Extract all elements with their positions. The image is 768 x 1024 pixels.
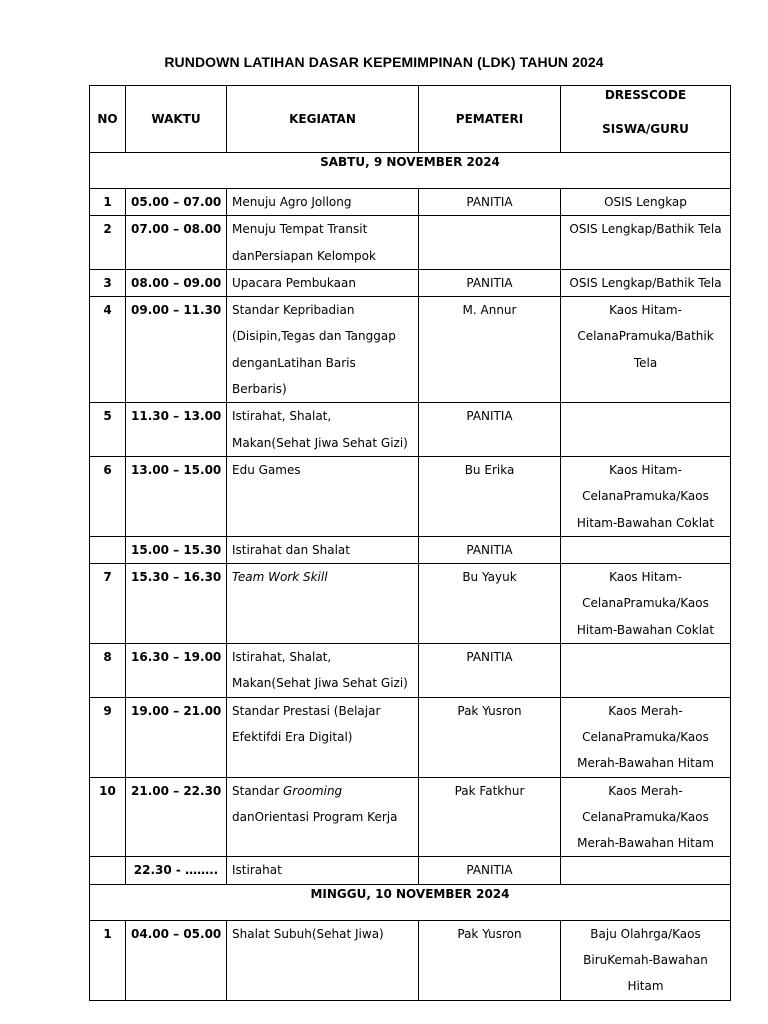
cell-kegiatan <box>227 536 419 563</box>
cell-pemateri: Bu Yayuk <box>419 564 561 644</box>
kegiatan-text: Shalat Subuh <box>232 926 312 941</box>
kegiatan-line <box>232 863 282 877</box>
dresscode-line: Bawahan Coklat <box>616 622 715 637</box>
cell-waktu: 15.30 – 16.30 <box>126 564 227 644</box>
dresscode-line: Pramuka/Kaos Hitam- <box>576 489 709 530</box>
dresscode-line: Pramuka/Kaos Merah- <box>577 809 709 851</box>
cell-kegiatan <box>227 403 419 457</box>
table-row <box>90 644 731 698</box>
cell-waktu: 16.30 – 19.00 <box>126 644 227 698</box>
cell-no: 5 <box>90 403 126 457</box>
cell-pemateri: Bu Erika <box>419 456 561 536</box>
cell-kegiatan <box>227 269 419 296</box>
kegiatan-line <box>232 927 312 941</box>
cell-dresscode <box>561 297 731 403</box>
kegiatan-text: (Sehat Jiwa Sehat Gizi) <box>271 435 408 450</box>
table-row <box>90 564 731 644</box>
cell-pemateri: Pak Fatkhur <box>419 777 561 857</box>
kegiatan-text: Upacara Pembukaan <box>232 275 356 290</box>
table-row <box>90 216 731 270</box>
cell-dresscode <box>561 216 731 270</box>
cell-waktu: 09.00 – 11.30 <box>126 297 227 403</box>
table-row <box>90 456 731 536</box>
cell-pemateri: M. Annur <box>419 297 561 403</box>
dresscode-line: Bawahan Coklat <box>616 515 715 530</box>
table-row <box>90 777 731 857</box>
table-body <box>90 153 731 1001</box>
cell-kegiatan <box>227 216 419 270</box>
cell-kegiatan <box>227 456 419 536</box>
kegiatan-text: Orientasi Program Kerja <box>254 809 398 824</box>
kegiatan-text: Grooming <box>283 783 343 798</box>
cell-waktu: 15.00 – 15.30 <box>126 536 227 563</box>
kegiatan-line <box>232 570 328 584</box>
kegiatan-text: (Sehat Jiwa Sehat Gizi) <box>271 676 408 691</box>
cell-pemateri: PANITIA <box>419 644 561 698</box>
cell-kegiatan <box>227 920 419 1000</box>
kegiatan-text: Persiapan Kelompok <box>254 248 376 263</box>
cell-waktu: 22.30 - …….. <box>126 857 227 884</box>
cell-no: 4 <box>90 297 126 403</box>
cell-no: 2 <box>90 216 126 270</box>
kegiatan-text: Standar <box>232 783 283 798</box>
dresscode-line: Bawahan Hitam <box>618 756 714 771</box>
cell-no: 6 <box>90 456 126 536</box>
cell-dresscode <box>561 920 731 1000</box>
header-kegiatan: KEGIATAN <box>227 86 419 153</box>
kegiatan-text: Menuju Agro Jollong <box>232 195 352 209</box>
dresscode-line: Kaos Hitam-Celana <box>582 462 682 504</box>
cell-no: 9 <box>90 697 126 777</box>
cell-no: 8 <box>90 644 126 698</box>
cell-pemateri: PANITIA <box>419 536 561 563</box>
cell-pemateri <box>419 216 561 270</box>
dresscode-line: Kemah-Bawahan Hitam <box>607 953 708 994</box>
cell-no: 7 <box>90 564 126 644</box>
cell-dresscode <box>561 403 731 457</box>
cell-waktu: 21.00 – 22.30 <box>126 777 227 857</box>
dresscode-line: Kaos Hitam-Celana <box>582 570 682 611</box>
kegiatan-text: dan <box>232 809 255 824</box>
cell-dresscode <box>561 189 731 216</box>
dresscode-line: Kaos Hitam-Celana <box>577 303 682 344</box>
dresscode-line: Pramuka/Kaos Hitam- <box>576 596 709 637</box>
kegiatan-text: Istirahat dan Shalat <box>232 542 350 557</box>
kegiatan-line <box>232 463 301 477</box>
cell-kegiatan <box>227 564 419 644</box>
cell-waktu: 05.00 – 07.00 <box>126 189 227 216</box>
cell-kegiatan <box>227 297 419 403</box>
day-label: MINGGU, 10 NOVEMBER 2024 <box>90 884 731 920</box>
kegiatan-line <box>232 195 351 209</box>
dresscode-line: OSIS Lengkap/Bathik Tela <box>569 222 722 237</box>
cell-waktu: 11.30 – 13.00 <box>126 403 227 457</box>
kegiatan-text: Edu Games <box>232 462 301 477</box>
cell-kegiatan <box>227 189 419 216</box>
header-dresscode-line1: DRESSCODE <box>604 88 687 102</box>
cell-dresscode <box>561 644 731 698</box>
header-dresscode <box>561 86 731 153</box>
header-pemateri: PEMATERI <box>419 86 561 153</box>
cell-no <box>90 536 126 563</box>
table-row <box>90 536 731 563</box>
table-row <box>90 269 731 296</box>
table-row <box>90 403 731 457</box>
cell-kegiatan <box>227 697 419 777</box>
kegiatan-line <box>232 543 350 557</box>
kegiatan-text: Standar Prestasi (Belajar Efektif <box>232 703 381 744</box>
cell-dresscode <box>561 564 731 644</box>
cell-pemateri: Pak Yusron <box>419 920 561 1000</box>
table-row <box>90 920 731 1000</box>
kegiatan-text: Istirahat, Shalat, Makan <box>232 409 332 450</box>
cell-kegiatan <box>227 777 419 857</box>
kegiatan-line <box>312 927 384 941</box>
cell-kegiatan <box>227 644 419 698</box>
dresscode-line: Pramuka/Kaos Merah- <box>577 729 709 771</box>
dresscode-line: OSIS Lengkap <box>604 195 687 209</box>
cell-pemateri: PANITIA <box>419 189 561 216</box>
cell-pemateri: PANITIA <box>419 269 561 296</box>
table-header-row <box>90 86 731 153</box>
dresscode-line: Kaos Merah-Celana <box>582 783 683 824</box>
kegiatan-line <box>255 249 376 263</box>
cell-waktu: 19.00 – 21.00 <box>126 697 227 777</box>
kegiatan-text: Tegas dan Tanggap dengan <box>232 329 396 370</box>
cell-pemateri: PANITIA <box>419 857 561 884</box>
kegiatan-text: Latihan Baris Berbaris) <box>232 355 356 397</box>
cell-pemateri: PANITIA <box>419 403 561 457</box>
cell-no: 1 <box>90 189 126 216</box>
cell-dresscode <box>561 857 731 884</box>
kegiatan-text: Menuju Tempat Transit dan <box>232 222 368 263</box>
day-header-row <box>90 884 731 920</box>
cell-dresscode <box>561 777 731 857</box>
kegiatan-line <box>255 810 398 824</box>
dresscode-line: Bawahan Hitam <box>618 836 714 851</box>
day-label: SABTU, 9 NOVEMBER 2024 <box>90 153 731 189</box>
cell-waktu: 08.00 – 09.00 <box>126 269 227 296</box>
rundown-table <box>89 85 731 1001</box>
kegiatan-text: Istirahat, Shalat, Makan <box>232 650 332 691</box>
table-row <box>90 697 731 777</box>
cell-dresscode <box>561 697 731 777</box>
kegiatan-text: Standar Kepribadian (Disipin, <box>232 303 355 344</box>
dresscode-line: Kaos Merah-Celana <box>582 703 683 744</box>
kegiatan-text: (Sehat Jiwa) <box>311 926 384 941</box>
cell-kegiatan <box>227 857 419 884</box>
header-no: NO <box>90 86 126 153</box>
day-header-row <box>90 153 731 189</box>
dresscode-line: OSIS Lengkap/Bathik Tela <box>569 275 722 290</box>
dresscode-line: Baju Olahrga/Kaos Biru <box>583 926 701 968</box>
cell-dresscode <box>561 269 731 296</box>
cell-no: 1 <box>90 920 126 1000</box>
kegiatan-line <box>270 730 352 744</box>
kegiatan-text: di Era Digital) <box>270 729 353 744</box>
cell-dresscode <box>561 536 731 563</box>
kegiatan-text: Team Work Skill <box>232 570 328 585</box>
kegiatan-line <box>232 276 356 290</box>
cell-no: 10 <box>90 777 126 857</box>
cell-no <box>90 857 126 884</box>
header-dresscode-line2: SISWA/GURU <box>602 122 689 136</box>
kegiatan-line <box>271 436 407 450</box>
cell-waktu: 07.00 – 08.00 <box>126 216 227 270</box>
table-row <box>90 857 731 884</box>
cell-pemateri: Pak Yusron <box>419 697 561 777</box>
header-waktu: WAKTU <box>126 86 227 153</box>
table-row <box>90 297 731 403</box>
cell-waktu: 13.00 – 15.00 <box>126 456 227 536</box>
page-title: RUNDOWN LATIHAN DASAR KEPEMIMPINAN (LDK) TAHUN 2024 <box>164 54 604 70</box>
kegiatan-line <box>271 676 407 690</box>
cell-no: 3 <box>90 269 126 296</box>
cell-dresscode <box>561 456 731 536</box>
table-row <box>90 189 731 216</box>
cell-waktu: 04.00 – 05.00 <box>126 920 227 1000</box>
dresscode-line: Pramuka/Bathik Tela <box>618 329 714 370</box>
kegiatan-text: Istirahat <box>232 863 282 878</box>
